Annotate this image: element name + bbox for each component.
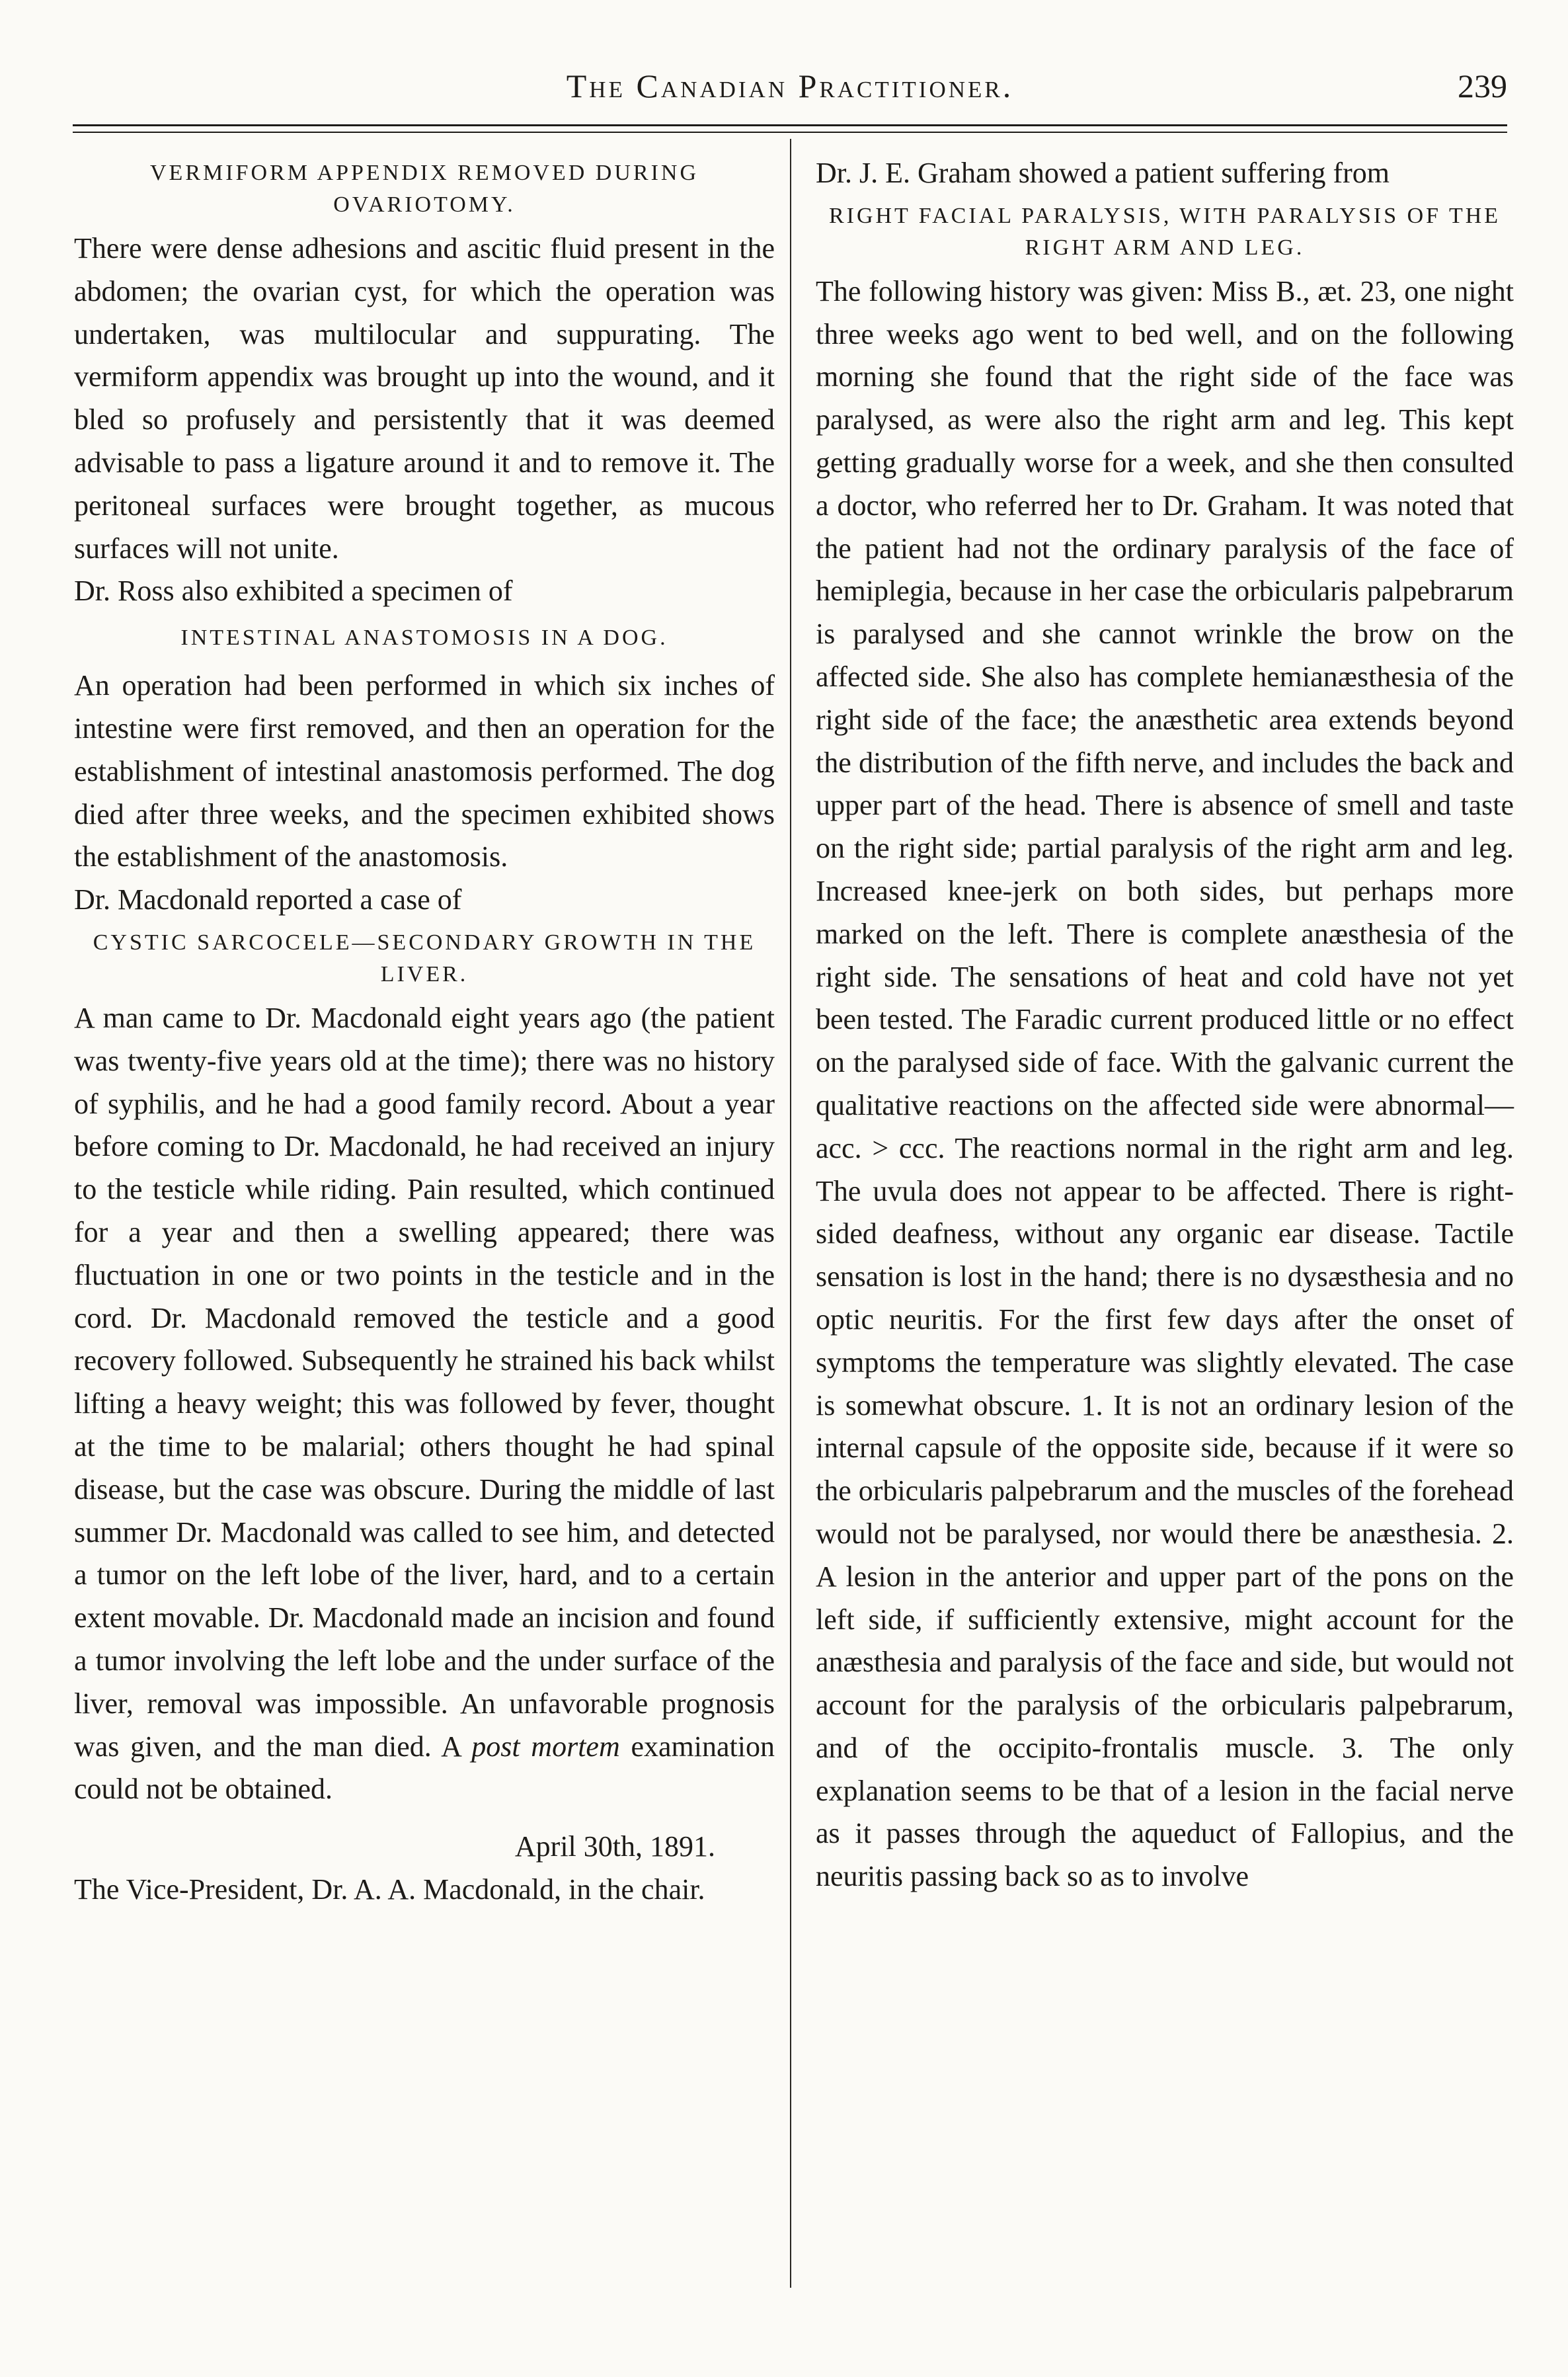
section-heading-anastomosis: INTESTINAL ANASTOMOSIS IN A DOG. [180,625,668,651]
header-rule-top [73,124,1507,126]
paragraph-macdonald-intro: Dr. Macdonald reported a case of [74,883,462,916]
section-heading-sarcocele: CYSTIC SARCOCELE—SECONDARY GROWTH IN THE LIVER. [93,930,756,987]
meeting-date: April 30th, 1891. [514,1830,715,1863]
left-column [74,152,775,1912]
section-heading-appendix: VERMIFORM APPENDIX REMOVED DURING OVARIOTOMY. [150,161,699,217]
column-divider [790,139,791,2288]
post-mortem-term: post mortem [471,1730,620,1763]
page-number: 239 [1458,67,1507,104]
paragraph-graham-intro: Dr. J. E. Graham showed a patient suffering from [816,157,1390,189]
page-header [73,66,1507,119]
paragraph-sarcocele-body: A man came to Dr. Macdonald eight years ago (the patient was twenty-five years old at the time); there was no history of syphilis, and he had a good family record. About a year before coming to Dr. Macdonald, he had received an injury to the testicle while riding. Pain resulted, which continued for a year and then a swelling appeared; there was fluctuation in one or two points in the testicle and in the cord. Dr. Macdonald removed the testicle and a good recovery followed. Subsequently he strained his back whilst lifting a heavy weight; this was followed by fever, thought at the time to be malarial; others thought he had spinal disease, but the case was obscure. During the middle of last summer Dr. Macdonald was called to see him, and detected a tumor on the left lobe of the liver, hard, and to a certain extent movable. Dr. Macdonald made an incision and found a tumor involving the left lobe and the under surface of the liver, removal was impossible. An unfavorable prognosis was given, and the man died. [74,1001,775,1763]
header-rule-bottom [73,132,1507,133]
paragraph-anastomosis: An operation had been performed in which six inches of intestine were first removed, and then an operation for the establishment of intestinal anastomosis performed. The dog died after three weeks, and the specimen exhibited shows the establishment of the anastomosis. [74,669,775,873]
running-title: The Canadian Practitioner. [566,67,1014,104]
paragraph-facial-paralysis: The following history was given: Miss B., æt. 23, one night three weeks ago went to bed well, and on the following morning she found that the right side of the face was paralysed, as were also the right arm and leg. This kept getting gradually worse for a week, and she then consulted a doctor, who referred her to Dr. Graham. It was noted that the patient had not the ordinary paralysis of the face of hemiplegia, because in her case the orbicularis palpebrarum is paralysed and she cannot wrinkle the brow on the affected side. She also has complete hemianæsthesia of the right side of the face; the anæsthetic area extends beyond the distribution of the fifth nerve, and includes the back and upper part of the head. There is absence of smell and taste on the right side; partial paralysis of the right arm and leg. Increased knee-jerk on both sides, but perhaps more marked on the left. There is complete anæsthesia of the right side. The sensations of heat and cold have not yet been tested. The Faradic current produced little or no effect on the paralysed side of face. With the galvanic current the qualitative reactions on the affected side were abnormal—acc. > ccc. The reactions normal in the right arm and leg. The uvula does not appear to be affected. There is right-sided deafness, without any organic ear disease. Tactile sensation is lost in the hand; there is no dysæsthesia and no optic neuritis. For the first few days after the onset of symptoms the temperature was slightly elevated. The case is somewhat obscure. 1. It is not an ordinary lesion of the internal capsule of the opposite side, because if it were so the orbicularis palpebrarum and the muscles of the forehead would not be paralysed, nor would there be anæsthesia. 2. A lesion in the anterior and upper part of the pons on the left side, if sufficiently extensive, might account for the anæsthesia and paralysis of the face and side, but would not account for the paralysis of the orbicularis palpebrarum, and of the occipito-frontalis muscle. 3. The only explanation seems to be that of a lesion in the facial nerve as it passes through the aqueduct of Fallopius, and the neuritis passing back so as to involve [816,274,1514,1893]
right-column [816,152,1514,1898]
paragraph-ross-intro: Dr. Ross also exhibited a specimen of [74,575,513,608]
post-mortem-suffix: examination could not be obtained. [74,1730,775,1806]
paragraph-appendix: There were dense adhesions and ascitic fluid present in the abdomen; the ovarian cyst, for which the operation was undertaken, was multilocular and suppurating. The vermiform appendix was brought up into the wound, and it bled so profusely and persistently that it was deemed advisable to pass a ligature around it and to remove it. The peritoneal surfaces were brought together, as mucous surfaces will not unite. [74,232,775,565]
section-heading-facial-paralysis: RIGHT FACIAL PARALYSIS, WITH PARALYSIS OF THE RIGHT ARM AND LEG. [828,203,1501,260]
paragraph-vice-president: The Vice-President, Dr. A. A. Macdonald, in the chair. [74,1873,705,1906]
paragraph-sarcocele [74,997,775,1811]
post-mortem-prefix: A [441,1730,461,1763]
